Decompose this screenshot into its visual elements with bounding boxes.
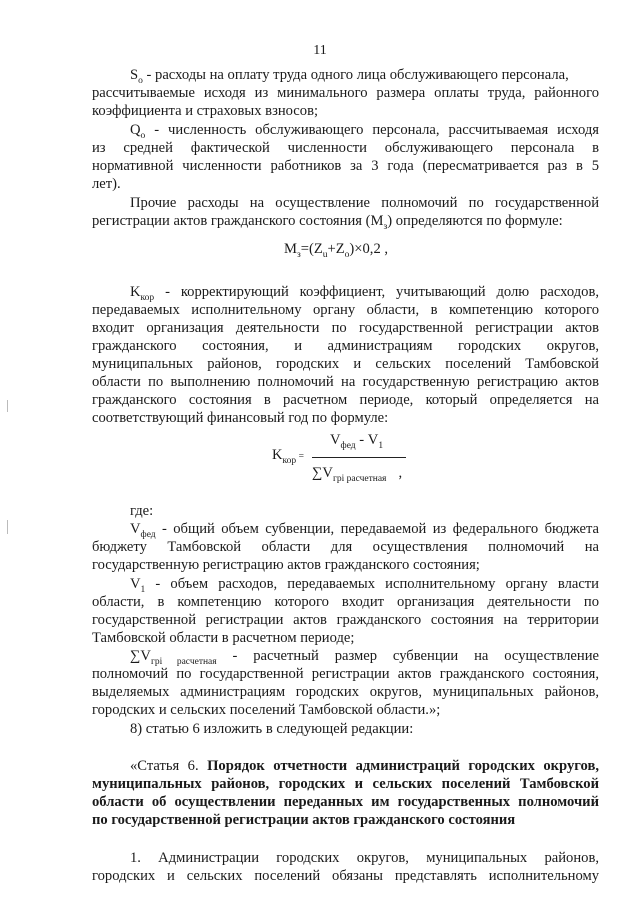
scan-mark <box>7 520 8 534</box>
text-line: Прочие расходы на осуществление полномочий по государственной <box>130 195 599 211</box>
formula-numerator <box>330 432 383 451</box>
formula-symbol: V <box>330 432 341 448</box>
so-subscript: o <box>138 75 143 86</box>
formula-subscript: o <box>344 249 350 260</box>
v1-text: - объем расходов, передаваемых исполнительному органу власти <box>145 576 599 592</box>
text-line: выделяемых администрациям городских округов, муниципальных районов, <box>92 684 599 700</box>
text-line: бюджету Тамбовской области для осуществления полномочий на <box>92 539 599 555</box>
qo-symbol: Q <box>130 122 141 138</box>
article-title-line: муниципальных районов, городских и сельских поселений Тамбовской <box>92 776 599 792</box>
text-fragment: ) определяются по формуле: <box>387 213 563 229</box>
kcor-subscript: кор <box>140 292 155 303</box>
where-label: где: <box>130 503 154 519</box>
formula-kcor-lhs <box>272 447 304 466</box>
text-line: муниципальных районов, городских и сельских поселений Тамбовской <box>92 356 599 372</box>
text-line: Тамбовской области в расчетном периоде; <box>92 630 355 646</box>
text-line: государственной регистрации актов гражданского состояния на территории <box>92 612 599 628</box>
text-line: входит организация деятельности по государственной регистрации актов <box>92 320 599 336</box>
formula-symbol: +Z <box>327 241 345 257</box>
so-symbol: S <box>130 67 139 83</box>
formula-symbol: = <box>296 452 304 462</box>
formula-symbol: ∑V <box>312 465 333 481</box>
formula-subscript: з <box>296 249 301 260</box>
mz-subscript: з <box>383 221 388 232</box>
formula-subscript: u <box>322 249 328 260</box>
qo-subscript: o <box>140 130 146 141</box>
text-line: передаваемых исполнительному органу области, в компетенцию которого <box>92 302 599 318</box>
vfed-symbol: V <box>130 521 141 537</box>
article-prefix: «Статья 6. <box>130 758 208 774</box>
text-line: городских и сельских поселений обязаны представлять исполнительному <box>92 868 599 884</box>
text-line: нормативной численности работников за 3 года (пересматривается раз в 5 <box>92 158 599 174</box>
v1-subscript: 1 <box>140 584 146 595</box>
formula-symbol: M <box>284 241 297 257</box>
text-fragment: регистрации актов гражданского состояния (M <box>92 213 384 229</box>
text-line: рассчитываемые исходя из минимального размера оплаты труда, районного <box>92 85 599 101</box>
text-line: полномочий по государственной регистрации актов гражданского состояния, <box>92 666 599 682</box>
text-line <box>92 212 563 236</box>
kcor-text: - корректирующий коэффициент, учитывающий долю расходов, <box>154 284 599 300</box>
text-line: из средней фактической численности обслуживающего персонала в <box>92 140 599 156</box>
formula-subscript: грі расчетная <box>332 473 387 484</box>
article-title-line: по государственной регистрации актов гражданского состояния <box>92 812 516 828</box>
qo-text: - численность обслуживающего персонала, рассчитываемая исходя <box>145 122 599 138</box>
text-line: гражданского состояния в расчетном периоде, который определяется на <box>92 392 599 408</box>
formula-subscript: фед <box>340 440 356 451</box>
page-number: 11 <box>313 43 327 58</box>
amendment-line: 8) статью 6 изложить в следующей редакции: <box>130 721 414 737</box>
formula-mz <box>284 241 388 260</box>
formula-symbol: )×0,2 , <box>349 241 389 257</box>
sigma-symbol: ∑V <box>130 648 151 664</box>
article-heading-line <box>130 757 599 775</box>
text-line: 1. Администрации городских округов, муниципальных районов, <box>130 850 599 866</box>
v1-symbol: V <box>130 576 141 592</box>
text-line: гражданского состояния, и администрациям городских округов, <box>92 338 599 354</box>
text-line: соответствующий финансовый год по формуле: <box>92 410 389 426</box>
formula-symbol: =(Z <box>300 241 323 257</box>
scan-mark <box>7 400 8 412</box>
text-line: области по выполнению полномочий на государственную регистрацию актов <box>92 374 599 390</box>
formula-subscript: кор <box>282 455 297 466</box>
text-line: области, в компетенцию которого входит организация деятельности по <box>92 594 599 610</box>
vfed-subscript: фед <box>140 529 156 540</box>
sigma-subscript: грі расчетная <box>150 656 217 667</box>
formula-symbol: K <box>272 447 283 463</box>
vfed-text: - общий объем субвенции, передаваемой из федерального бюджета <box>155 521 599 537</box>
kcor-symbol: K <box>130 284 141 300</box>
formula-denominator <box>312 465 402 484</box>
article-title: Порядок отчетности администраций городских округов, <box>207 758 599 774</box>
formula-subscript: 1 <box>378 440 384 451</box>
so-text: - расходы на оплату труда одного лица обслуживающего персонала, <box>142 67 569 83</box>
sigma-text: - расчетный размер субвенции на осуществление <box>216 648 599 664</box>
formula-symbol: - V <box>355 432 379 448</box>
text-line: коэффициента и страховых взносов; <box>92 103 319 119</box>
formula-symbol: , <box>398 465 403 481</box>
text-line: городских и сельских поселений Тамбовской области.»; <box>92 702 441 718</box>
fraction-bar <box>312 457 406 458</box>
text-line: государственную регистрацию актов гражданского состояния; <box>92 557 480 573</box>
text-line: лет). <box>92 176 121 192</box>
article-title-line: области об осуществлении переданных им государственных полномочий <box>92 794 599 810</box>
